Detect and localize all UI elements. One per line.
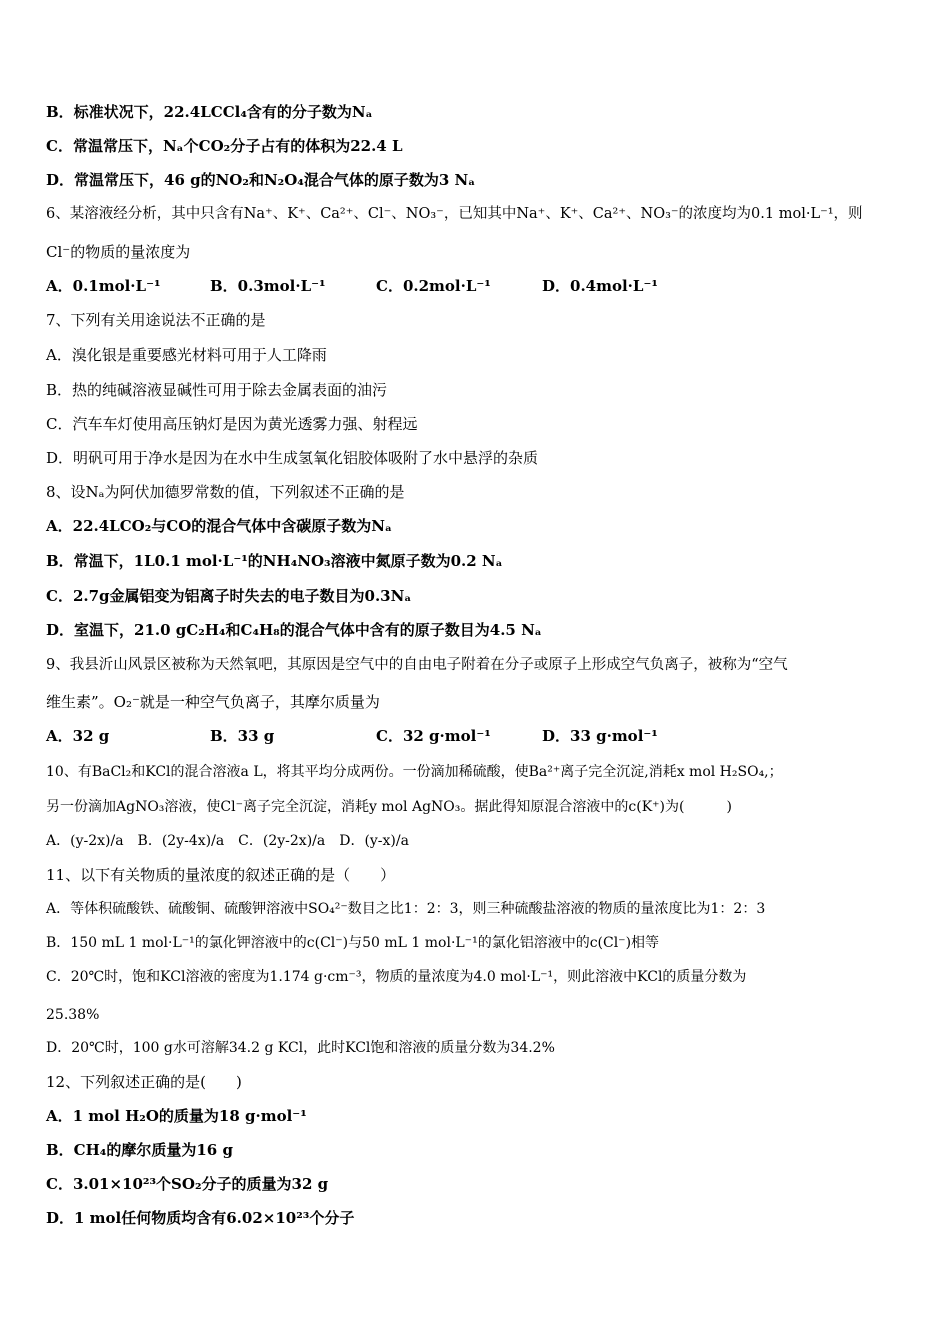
q9-option-b: B．33 g	[210, 727, 275, 745]
q8-option-c: C．2.7g金属铝变为铝离子时失去的电子数目为0.3Nₐ	[46, 587, 412, 605]
q7-option-c: C．汽车车灯使用高压钠灯是因为黄光透雾力强、射程远	[46, 415, 418, 433]
q10-stem-line1: 10、有BaCl₂和KCl的混合溶液a L，将其平均分成两份。一份滴加稀硫酸，使Ba²⁺离子完全沉淀,消耗x mol H₂SO₄,；	[46, 764, 783, 780]
q11-option-a: A．等体积硫酸铁、硫酸铜、硫酸钾溶液中SO₄²⁻数目之比1：2：3，则三种硫酸盐溶液的物质的量浓度比为1：2：3	[46, 901, 766, 917]
q6-option-b: B．0.3mol·L⁻¹	[210, 277, 326, 295]
q12-stem: 12、下列叙述正确的是( )	[46, 1073, 242, 1091]
q8-option-d: D．室温下，21.0 gC₂H₄和C₄H₈的混合气体中含有的原子数目为4.5 Nₐ	[46, 621, 542, 639]
q8-option-b: B．常温下，1L0.1 mol·L⁻¹的NH₄NO₃溶液中氮原子数为0.2 Nₐ	[46, 552, 503, 570]
q11-option-c-line1: C．20℃时，饱和KCl溶液的密度为1.174 g·cm⁻³，物质的量浓度为4.0 mol·L⁻¹，则此溶液中KCl的质量分数为	[46, 969, 747, 985]
q12-option-a: A．1 mol H₂O的质量为18 g·mol⁻¹	[46, 1107, 307, 1125]
q6-stem-line1: 6、某溶液经分析，其中只含有Na⁺、K⁺、Ca²⁺、Cl⁻、NO₃⁻，已知其中Na⁺、K⁺、Ca²⁺、NO₃⁻的浓度均为0.1 mol·L⁻¹，则	[46, 206, 863, 222]
q9-stem-line1: 9、我县沂山风景区被称为天然氧吧，其原因是空气中的自由电子附着在分子或原子上形成空气负离子，被称为“空气	[46, 657, 788, 673]
q9-option-d: D．33 g·mol⁻¹	[542, 727, 658, 745]
q7-stem: 7、下列有关用途说法不正确的是	[46, 311, 266, 329]
q7-option-a: A．溴化银是重要感光材料可用于人工降雨	[46, 346, 327, 364]
q7-option-d: D．明矾可用于净水是因为在水中生成氢氧化铝胶体吸附了水中悬浮的杂质	[46, 449, 539, 467]
q9-option-a: A．32 g	[46, 727, 110, 745]
q11-option-b: B．150 mL 1 mol·L⁻¹的氯化钾溶液中的c(Cl⁻)与50 mL 1 mol·L⁻¹的氯化铝溶液中的c(Cl⁻)相等	[46, 935, 660, 951]
q6-option-a: A．0.1mol·L⁻¹	[46, 277, 161, 295]
q10-options: A．(y-2x)/a B．(2y-4x)/a C．(2y-2x)/a D．(y-x)/a	[46, 833, 409, 849]
q8-stem: 8、设Nₐ为阿伏加德罗常数的值，下列叙述不正确的是	[46, 483, 405, 501]
q6-option-d: D．0.4mol·L⁻¹	[542, 277, 658, 295]
q7-option-b: B．热的纯碱溶液显碱性可用于除去金属表面的油污	[46, 381, 388, 399]
q5-option-b: B．标准状况下，22.4LCCl₄含有的分子数为Nₐ	[46, 103, 373, 121]
q12-option-b: B．CH₄的摩尔质量为16 g	[46, 1141, 233, 1159]
q5-option-d: D．常温常压下，46 g的NO₂和N₂O₄混合气体的原子数为3 Nₐ	[46, 171, 476, 189]
q6-stem-line2: Cl⁻的物质的量浓度为	[46, 243, 191, 261]
q8-option-a: A．22.4LCO₂与CO的混合气体中含碳原子数为Nₐ	[46, 517, 392, 535]
q11-stem: 11、以下有关物质的量浓度的叙述正确的是（ ）	[46, 866, 396, 884]
q12-option-c: C．3.01×10²³个SO₂分子的质量为32 g	[46, 1175, 329, 1193]
q10-stem-line2: 另一份滴加AgNO₃溶液，使Cl⁻离子完全沉淀，消耗y mol AgNO₃。据此得知原混合溶液中的c(K⁺)为( )	[46, 799, 732, 815]
q9-stem-line2: 维生素”。O₂⁻就是一种空气负离子，其摩尔质量为	[46, 693, 380, 711]
q12-option-d: D．1 mol任何物质均含有6.02×10²³个分子	[46, 1209, 355, 1227]
q5-option-c: C．常温常压下，Nₐ个CO₂分子占有的体积为22.4 L	[46, 137, 403, 155]
q6-option-c: C．0.2mol·L⁻¹	[376, 277, 491, 295]
q9-option-c: C．32 g·mol⁻¹	[376, 727, 491, 745]
q11-option-d: D．20℃时，100 g水可溶解34.2 g KCl，此时KCl饱和溶液的质量分数为34.2%	[46, 1040, 555, 1056]
q11-option-c-line2: 25.38%	[46, 1007, 100, 1023]
